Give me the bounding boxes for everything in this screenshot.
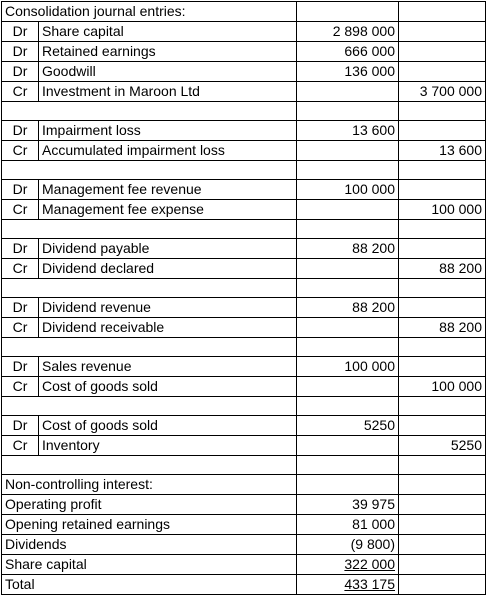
empty-cell [2,279,297,298]
journal-entry-row [2,436,486,456]
entry-account: Impairment loss [39,121,297,141]
entry-credit: 100 000 [399,377,486,397]
entry-credit [399,180,486,200]
nci-label: Dividends [2,535,297,555]
empty-cell [2,456,297,475]
entry-credit [399,22,486,42]
empty-cell [399,220,486,239]
entry-debit: 88 200 [297,239,399,259]
empty-cell [399,397,486,416]
entry-credit: 100 000 [399,200,486,220]
consolidation-title: Consolidation journal entries: [2,2,297,22]
journal-entry-row [2,141,486,161]
entry-debit [297,200,399,220]
entry-side: Dr [2,239,39,259]
entry-debit: 100 000 [297,180,399,200]
nci-title: Non-controlling interest: [2,475,297,495]
entry-debit: 5250 [297,416,399,436]
entry-account: Cost of goods sold [39,416,297,436]
empty-cell [2,161,297,180]
empty-cell [297,456,399,475]
entry-account: Management fee revenue [39,180,297,200]
entry-debit [297,259,399,279]
entry-account: Cost of goods sold [39,377,297,397]
entry-credit [399,298,486,318]
entry-account: Dividend payable [39,239,297,259]
journal-entry-row [2,357,486,377]
entry-debit: 136 000 [297,62,399,82]
section-header-row [2,2,486,22]
blank-row [2,279,486,298]
entry-credit [399,121,486,141]
empty-cell [297,397,399,416]
journal-entry-row [2,180,486,200]
empty-cell [297,475,399,495]
entry-account: Investment in Maroon Ltd [39,82,297,102]
worksheet-body [2,2,486,595]
empty-cell [297,2,399,22]
entry-credit [399,62,486,82]
entry-side: Cr [2,141,39,161]
blank-row [2,456,486,475]
nci-label: Opening retained earnings [2,515,297,535]
entry-side: Dr [2,357,39,377]
empty-cell [297,161,399,180]
entry-debit: 88 200 [297,298,399,318]
blank-row [2,338,486,357]
entry-debit [297,436,399,456]
entry-credit: 13 600 [399,141,486,161]
empty-cell [399,102,486,121]
nci-row [2,535,486,555]
entry-credit: 88 200 [399,318,486,338]
empty-cell [399,515,486,535]
nci-amount: (9 800) [297,535,399,555]
entry-side: Cr [2,318,39,338]
entry-account: Dividend revenue [39,298,297,318]
entry-credit [399,42,486,62]
entry-side: Cr [2,200,39,220]
entry-account: Dividend receivable [39,318,297,338]
blank-row [2,397,486,416]
entry-side: Cr [2,436,39,456]
entry-side: Dr [2,180,39,200]
entry-debit [297,318,399,338]
empty-cell [399,555,486,575]
blank-row [2,161,486,180]
entry-side: Dr [2,22,39,42]
entry-debit: 2 898 000 [297,22,399,42]
journal-entry-row [2,121,486,141]
entry-credit [399,357,486,377]
empty-cell [297,279,399,298]
nci-row [2,575,486,595]
empty-cell [2,397,297,416]
section-header-row [2,475,486,495]
entry-credit: 5250 [399,436,486,456]
entry-side: Dr [2,121,39,141]
entry-debit [297,82,399,102]
entry-account: Share capital [39,22,297,42]
entry-side: Cr [2,82,39,102]
entry-account: Inventory [39,436,297,456]
empty-cell [399,161,486,180]
entry-account: Sales revenue [39,357,297,377]
entry-debit: 100 000 [297,357,399,377]
empty-cell [399,535,486,555]
blank-row [2,102,486,121]
entry-credit [399,239,486,259]
entry-side: Cr [2,377,39,397]
empty-cell [399,456,486,475]
entry-side: Dr [2,62,39,82]
journal-entry-row [2,82,486,102]
nci-label: Total [2,575,297,595]
entry-side: Dr [2,42,39,62]
nci-label: Share capital [2,555,297,575]
entry-debit: 13 600 [297,121,399,141]
entry-credit: 88 200 [399,259,486,279]
entry-debit: 666 000 [297,42,399,62]
journal-entry-row [2,318,486,338]
nci-amount: 322 000 [297,555,399,575]
empty-cell [399,475,486,495]
journal-entry-row [2,259,486,279]
journal-entry-row [2,200,486,220]
nci-label: Operating profit [2,495,297,515]
entry-side: Dr [2,416,39,436]
entry-account: Accumulated impairment loss [39,141,297,161]
nci-amount: 433 175 [297,575,399,595]
journal-entry-row [2,22,486,42]
entry-credit: 3 700 000 [399,82,486,102]
journal-entry-row [2,239,486,259]
empty-cell [399,575,486,595]
nci-amount: 81 000 [297,515,399,535]
nci-row [2,555,486,575]
entry-debit [297,377,399,397]
entry-account: Dividend declared [39,259,297,279]
journal-entry-row [2,377,486,397]
consolidation-worksheet [1,1,486,595]
nci-amount: 39 975 [297,495,399,515]
empty-cell [399,2,486,22]
entry-account: Management fee expense [39,200,297,220]
empty-cell [2,102,297,121]
empty-cell [2,338,297,357]
journal-entry-row [2,62,486,82]
nci-row [2,495,486,515]
empty-cell [297,220,399,239]
empty-cell [297,102,399,121]
journal-entry-row [2,42,486,62]
nci-row [2,515,486,535]
empty-cell [399,279,486,298]
empty-cell [2,220,297,239]
empty-cell [399,338,486,357]
entry-account: Retained earnings [39,42,297,62]
journal-entry-row [2,416,486,436]
entry-side: Cr [2,259,39,279]
journal-entry-row [2,298,486,318]
entry-account: Goodwill [39,62,297,82]
empty-cell [297,338,399,357]
entry-debit [297,141,399,161]
entry-side: Dr [2,298,39,318]
entry-credit [399,416,486,436]
blank-row [2,220,486,239]
empty-cell [399,495,486,515]
